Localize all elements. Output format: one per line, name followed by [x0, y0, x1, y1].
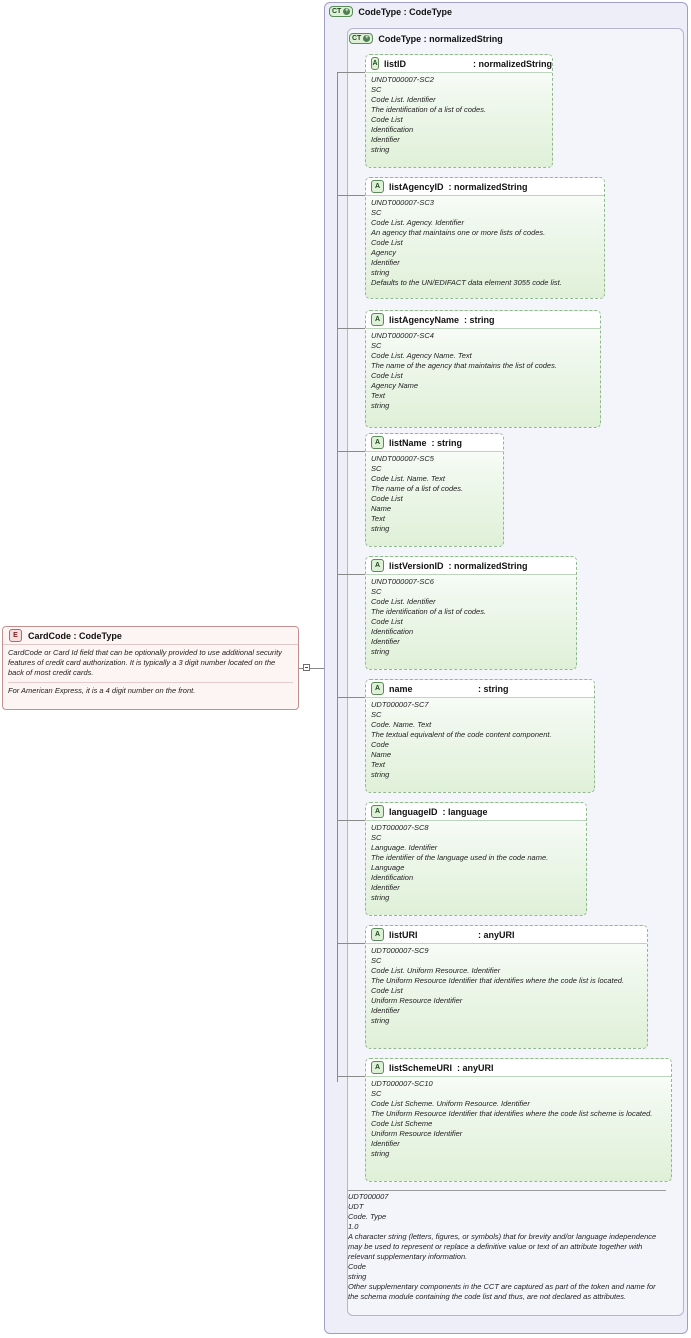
- attribute-box-listagencyname[interactable]: [365, 310, 601, 428]
- doc-line: UDT: [348, 1202, 364, 1211]
- attribute-icon: A: [371, 57, 379, 70]
- doc-line: Name: [371, 750, 392, 759]
- doc-line: UNDT000007-SC6: [371, 577, 434, 586]
- doc-line: Uniform Resource Identifier: [371, 996, 463, 1005]
- doc-line: Language. Identifier: [371, 843, 438, 852]
- attribute-type: : string: [464, 314, 495, 325]
- doc-line: Uniform Resource Identifier: [371, 1129, 463, 1138]
- doc-line: Identifier: [371, 883, 400, 892]
- doc-line: The textual equivalent of the code content component.: [371, 730, 552, 739]
- attribute-type: : anyURI: [478, 929, 515, 940]
- attribute-type: : normalizedString: [448, 560, 528, 571]
- attribute-type: : language: [442, 806, 488, 817]
- attribute-box-listuri[interactable]: [365, 925, 648, 1049]
- attribute-doc: [366, 1077, 671, 1161]
- doc-line: SC: [371, 464, 382, 473]
- doc-line: Identifier: [371, 637, 400, 646]
- cardcode-element-box[interactable]: [2, 626, 299, 710]
- codetype-outer-header[interactable]: [329, 6, 452, 17]
- doc-line: Identifier: [371, 1139, 400, 1148]
- doc-line: Name: [371, 504, 392, 513]
- doc-line: Text: [371, 391, 385, 400]
- doc-line: The name of a list of codes.: [371, 484, 464, 493]
- doc-line: SC: [371, 1089, 382, 1098]
- connector-branch: [337, 451, 365, 452]
- attribute-doc: [366, 944, 647, 1028]
- attribute-doc: [366, 196, 604, 290]
- doc-line: The identifier of the language used in the code name.: [371, 853, 549, 862]
- doc-line: Code List: [371, 617, 403, 626]
- doc-line: SC: [371, 85, 382, 94]
- doc-line: SC: [371, 833, 382, 842]
- attribute-name: languageID: [389, 806, 438, 817]
- complextype-icon: CT +: [329, 6, 353, 17]
- doc-line: The identification of a list of codes.: [371, 105, 487, 114]
- attribute-name: listSchemeURI: [389, 1062, 453, 1073]
- attribute-doc: [366, 73, 552, 157]
- doc-line: Code List: [371, 494, 403, 503]
- doc-line: Identification: [371, 627, 414, 636]
- doc-line: string: [371, 524, 390, 533]
- attribute-icon: A: [371, 180, 384, 193]
- attribute-name: name: [389, 683, 413, 694]
- doc-line: Code List. Identifier: [371, 597, 436, 606]
- complextype-icon: CT +: [349, 33, 373, 44]
- cardcode-element-title: CardCode : CodeType: [28, 630, 122, 641]
- attribute-name: listName: [389, 437, 427, 448]
- attribute-doc: [366, 698, 594, 782]
- doc-line: The name of the agency that maintains the list of codes.: [371, 361, 557, 370]
- doc-line: UDT000007-SC8: [371, 823, 429, 832]
- doc-line: Code. Type: [348, 1212, 387, 1221]
- attribute-box-languageid[interactable]: [365, 802, 587, 916]
- attribute-header: [366, 434, 503, 452]
- doc-line: Code: [371, 740, 389, 749]
- cardcode-element-header: [3, 627, 298, 645]
- attribute-icon: A: [371, 436, 384, 449]
- doc-line: The Uniform Resource Identifier that identifies where the code list is located.: [371, 976, 625, 985]
- codetype-inner-title: CodeType : normalizedString: [378, 33, 503, 44]
- doc-line: An agency that maintains one or more lists of codes.: [371, 228, 546, 237]
- attribute-header: [366, 1059, 671, 1077]
- attribute-box-listid[interactable]: [365, 54, 553, 168]
- doc-line: Code List Scheme. Uniform Resource. Identifier: [371, 1099, 530, 1108]
- doc-line: Other supplementary components in the CCT are captured as part of the token and name for the schema module containing the code list and thus, are not declared as attributes.: [348, 1282, 656, 1301]
- attribute-type: : string: [478, 683, 509, 694]
- connector-branch: [337, 820, 365, 821]
- attribute-box-listname[interactable]: [365, 433, 504, 547]
- attribute-type: : anyURI: [457, 1062, 494, 1073]
- doc-line: Code List. Uniform Resource. Identifier: [371, 966, 501, 975]
- attribute-name: listAgencyID: [389, 181, 444, 192]
- doc-line: Code List: [371, 238, 403, 247]
- doc-line: SC: [371, 341, 382, 350]
- attribute-doc: [366, 821, 586, 905]
- footer-divider: [348, 1190, 666, 1191]
- doc-line: SC: [371, 208, 382, 217]
- doc-line: Text: [371, 514, 385, 523]
- doc-line: Identification: [371, 873, 414, 882]
- doc-line: Code List. Agency Name. Text: [371, 351, 472, 360]
- attribute-header: [366, 178, 604, 196]
- connector-branch: [337, 697, 365, 698]
- attribute-header: [366, 926, 647, 944]
- doc-line: The Uniform Resource Identifier that identifies where the code list scheme is located.: [371, 1109, 653, 1118]
- connector-branch: [337, 195, 365, 196]
- doc-line: string: [371, 770, 390, 779]
- codetype-outer-title: CodeType : CodeType: [358, 6, 453, 17]
- attribute-header: [366, 803, 586, 821]
- doc-line: Identification: [371, 125, 414, 134]
- doc-line: UNDT000007-SC4: [371, 331, 434, 340]
- doc-line: UDT000007-SC7: [371, 700, 429, 709]
- attribute-type: : normalizedString: [448, 181, 528, 192]
- doc-line: string: [371, 145, 390, 154]
- attribute-icon: A: [371, 313, 384, 326]
- attribute-box-listagencyid[interactable]: [365, 177, 605, 299]
- doc-line: Code. Name. Text: [371, 720, 432, 729]
- codetype-inner-header[interactable]: [349, 33, 503, 44]
- doc-line: string: [371, 1016, 390, 1025]
- cardcode-element-doc: [3, 645, 298, 699]
- connector-line: [310, 668, 324, 669]
- cardcode-doc-divider: [8, 682, 293, 683]
- doc-line: Code List. Name. Text: [371, 474, 445, 483]
- attribute-icon: A: [371, 805, 384, 818]
- attribute-box-listversionid[interactable]: [365, 556, 577, 670]
- doc-line: Text: [371, 760, 385, 769]
- attribute-doc: [366, 575, 576, 659]
- attribute-type: : normalizedString: [472, 58, 552, 69]
- doc-line: Agency: [371, 248, 397, 257]
- doc-line: Identifier: [371, 135, 400, 144]
- doc-line: string: [371, 1149, 390, 1158]
- attribute-icon: A: [371, 928, 384, 941]
- expand-joint[interactable]: [303, 664, 310, 671]
- cardcode-doc-line-1: CardCode or Card Id field that can be optionally provided to use additional security features of credit card authorization. It is typically a 3 digit number located on the back of most credit cards.: [8, 648, 282, 677]
- doc-line: SC: [371, 587, 382, 596]
- doc-line: Code: [348, 1262, 366, 1271]
- attribute-header: [366, 311, 600, 329]
- connector-branch: [337, 574, 365, 575]
- connector-line: [299, 668, 304, 669]
- doc-line: Code List Scheme: [371, 1119, 433, 1128]
- doc-line: A character string (letters, figures, or symbols) that for brevity and/or language independence may be used to represent or replace a definitive value or text of an attribute together with relevant supplementary information.: [348, 1232, 657, 1261]
- doc-line: SC: [371, 710, 382, 719]
- connector-branch: [337, 328, 365, 329]
- doc-line: Language: [371, 863, 405, 872]
- doc-line: string: [348, 1272, 367, 1281]
- connector-branch: [337, 72, 365, 73]
- attribute-doc: [366, 452, 503, 536]
- doc-line: UDT000007: [348, 1192, 389, 1201]
- doc-line: Code List: [371, 371, 403, 380]
- attribute-name: listURI: [389, 929, 418, 940]
- codetype-footer-doc: [348, 1192, 668, 1302]
- doc-line: Identifier: [371, 258, 400, 267]
- doc-line: Code List. Agency. Identifier: [371, 218, 464, 227]
- doc-line: Defaults to the UN/EDIFACT data element 3055 code list.: [371, 278, 562, 287]
- connector-branch: [337, 1076, 365, 1077]
- attribute-icon: A: [371, 1061, 384, 1074]
- attribute-box-name[interactable]: [365, 679, 595, 793]
- cardcode-doc-line-2: For American Express, it is a 4 digit number on the front.: [8, 686, 196, 695]
- doc-line: Agency Name: [371, 381, 419, 390]
- attribute-box-listschemeuri[interactable]: [365, 1058, 672, 1182]
- attribute-icon: A: [371, 682, 384, 695]
- attribute-name: listID: [383, 58, 406, 69]
- doc-line: Identifier: [371, 1006, 400, 1015]
- doc-line: string: [371, 647, 390, 656]
- doc-line: UNDT000007-SC3: [371, 198, 434, 207]
- doc-line: Code List. Identifier: [371, 95, 436, 104]
- doc-line: string: [371, 893, 390, 902]
- doc-line: 1.0: [348, 1222, 359, 1231]
- attribute-header: [366, 680, 594, 698]
- attribute-name: listAgencyName: [389, 314, 460, 325]
- connector-branch: [337, 943, 365, 944]
- doc-line: string: [371, 268, 390, 277]
- doc-line: UNDT000007-SC2: [371, 75, 434, 84]
- doc-line: UDT000007-SC10: [371, 1079, 433, 1088]
- doc-line: Code List: [371, 115, 403, 124]
- attribute-header: [366, 557, 576, 575]
- attribute-name: listVersionID: [389, 560, 444, 571]
- attribute-type: : string: [431, 437, 463, 448]
- doc-line: The identification of a list of codes.: [371, 607, 487, 616]
- doc-line: string: [371, 401, 390, 410]
- doc-line: SC: [371, 956, 382, 965]
- doc-line: Code List: [371, 986, 403, 995]
- doc-line: UDT000007-SC9: [371, 946, 429, 955]
- attribute-icon: A: [371, 559, 384, 572]
- connector-spine: [337, 72, 338, 1082]
- attribute-header: [366, 55, 552, 73]
- element-icon: E: [9, 629, 22, 642]
- doc-line: UNDT000007-SC5: [371, 454, 434, 463]
- attribute-doc: [366, 329, 600, 413]
